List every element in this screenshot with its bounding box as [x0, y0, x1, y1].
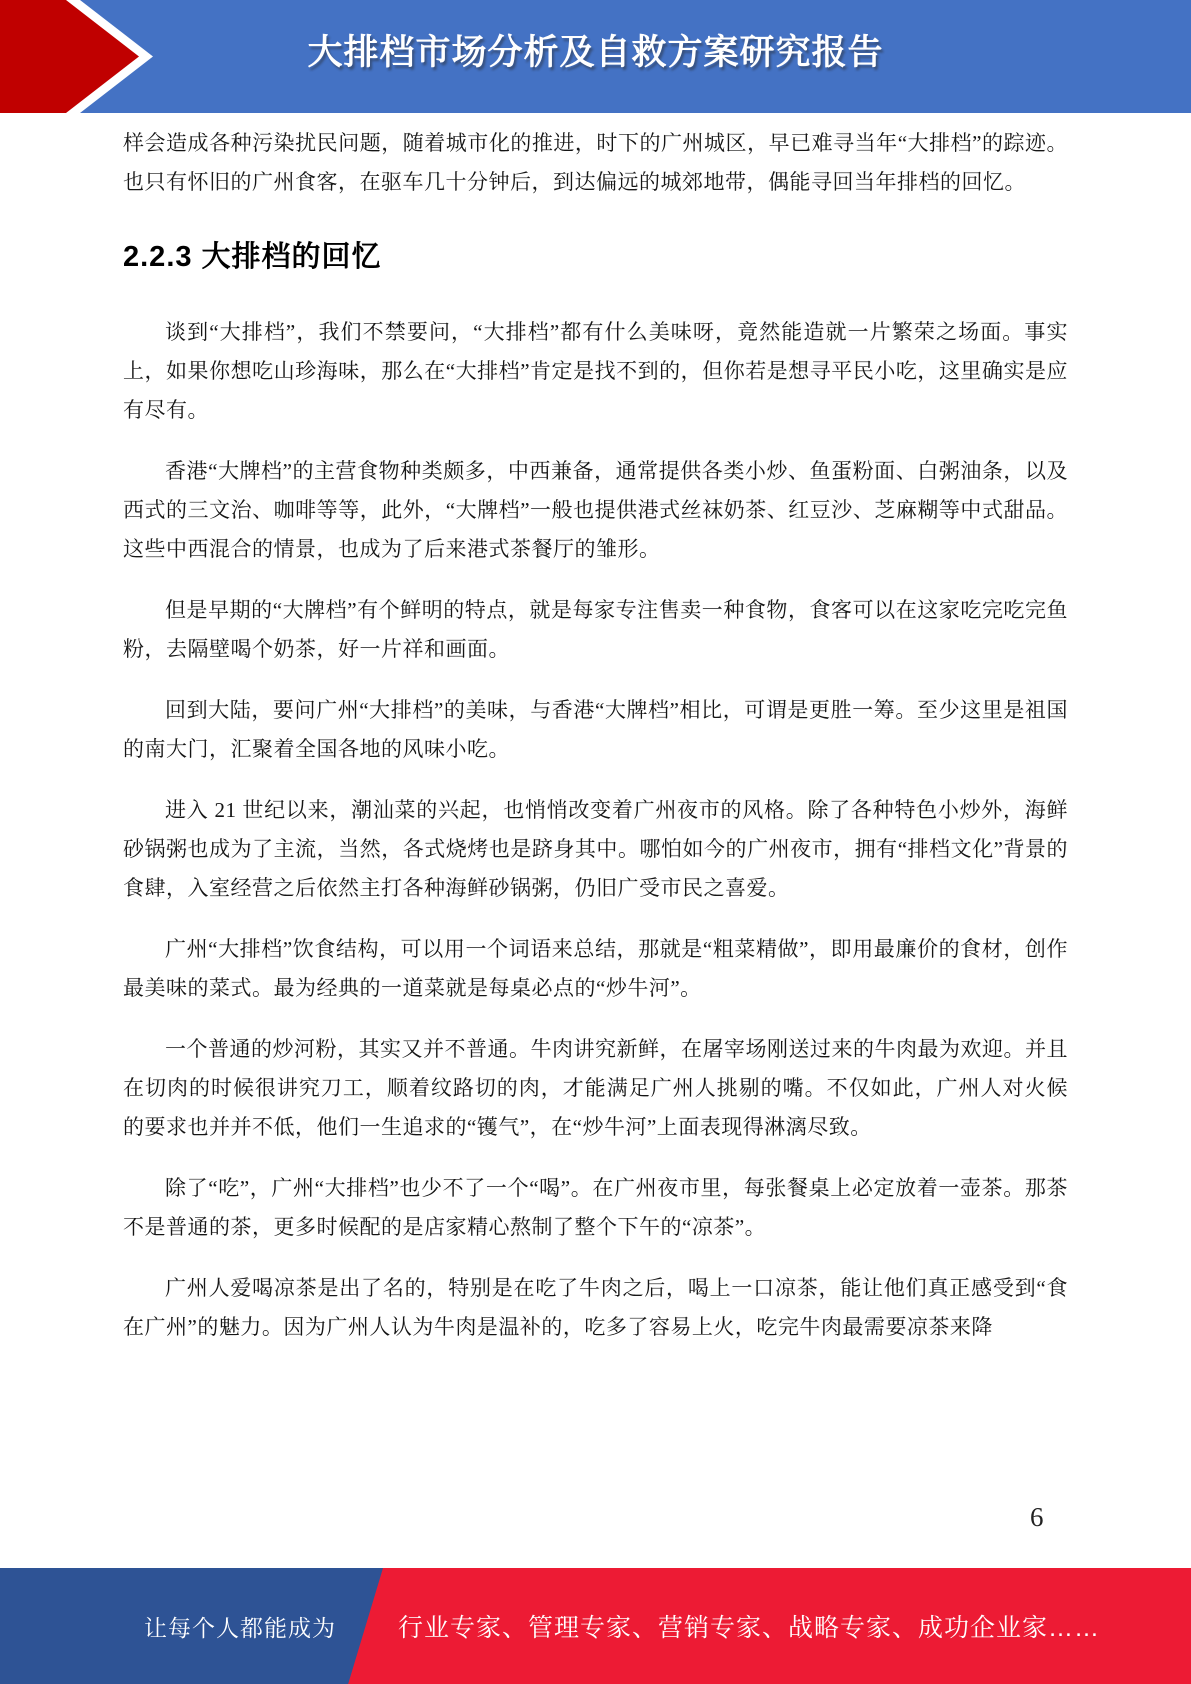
section-heading: 2.2.3 大排档的回忆	[123, 241, 382, 273]
paragraph: 广州人爱喝凉茶是出了名的，特别是在吃了牛肉之后，喝上一口凉茶，能让他们真正感受到“食在广州”的魅力。因为广州人认为牛肉是温补的，吃多了容易上火，吃完牛肉最需要凉茶来降	[123, 1276, 1068, 1339]
report-title: 大排档市场分析及自救方案研究报告	[307, 33, 884, 72]
paragraph: 进入 21 世纪以来，潮汕菜的兴起，也悄悄改变着广州夜市的风格。除了各种特色小炒外，海鲜砂锅粥也成为了主流，当然，各式烧烤也是跻身其中。哪怕如今的广州夜市，拥有“排档文化”背景的食肆，入室经营之后依然主打各种海鲜砂锅粥，仍旧广受市民之喜爱。	[123, 798, 1068, 900]
paragraph: 除了“吃”，广州“大排档”也少不了一个“喝”。在广州夜市里，每张餐桌上必定放着一壶茶。那茶不是普通的茶，更多时候配的是店家精心熬制了整个下午的“凉茶”。	[123, 1176, 1068, 1239]
page-number: 6	[1030, 1502, 1044, 1532]
footer-slogan-left: 让每个人都能成为	[144, 1614, 336, 1641]
paragraph: 香港“大牌档”的主营食物种类颇多，中西兼备，通常提供各类小炒、鱼蛋粉面、白粥油条，以及西式的三文治、咖啡等等，此外，“大牌档”一般也提供港式丝袜奶茶、红豆沙、芝麻糊等中式甜品。这些中西混合的情景，也成为了后来港式茶餐厅的雏形。	[123, 459, 1068, 561]
paragraph: 谈到“大排档”，我们不禁要问，“大排档”都有什么美味呀，竟然能造就一片繁荣之场面。事实上，如果你想吃山珍海味，那么在“大排档”肯定是找不到的，但你若是想寻平民小吃，这里确实是应有尽有。	[123, 320, 1068, 422]
paragraph: 广州“大排档”饮食结构，可以用一个词语来总结，那就是“粗菜精做”，即用最廉价的食材，创作最美味的菜式。最为经典的一道菜就是每桌必点的“炒牛河”。	[123, 937, 1068, 1000]
paragraph: 回到大陆，要问广州“大排档”的美味，与香港“大牌档”相比，可谓是更胜一筹。至少这里是祖国的南大门，汇聚着全国各地的风味小吃。	[123, 698, 1068, 761]
page-header-banner	[0, 0, 1191, 113]
footer-slogan-right: 行业专家、管理专家、营销专家、战略专家、成功企业家……	[398, 1614, 1101, 1642]
document-body	[123, 113, 1068, 1369]
paragraph: 一个普通的炒河粉，其实又并不普通。牛肉讲究新鲜，在屠宰场刚送过来的牛肉最为欢迎。并且在切肉的时候很讲究刀工，顺着纹路切的肉，才能满足广州人挑剔的嘴。不仅如此，广州人对火候的要求也并并不低，他们一生追求的“镬气”，在“炒牛河”上面表现得淋漓尽致。	[123, 1037, 1068, 1139]
paragraph: 但是早期的“大牌档”有个鲜明的特点，就是每家专注售卖一种食物，食客可以在这家吃完吃完鱼粉，去隔壁喝个奶茶，好一片祥和画面。	[123, 598, 1068, 661]
page-footer-banner	[0, 1568, 1191, 1684]
paragraph-continuation: 样会造成各种污染扰民问题，随着城市化的推进，时下的广州城区，早已难寻当年“大排档”的踪迹。也只有怀旧的广州食客，在驱车几十分钟后，到达偏远的城郊地带，偶能寻回当年排档的回忆。	[123, 131, 1068, 194]
